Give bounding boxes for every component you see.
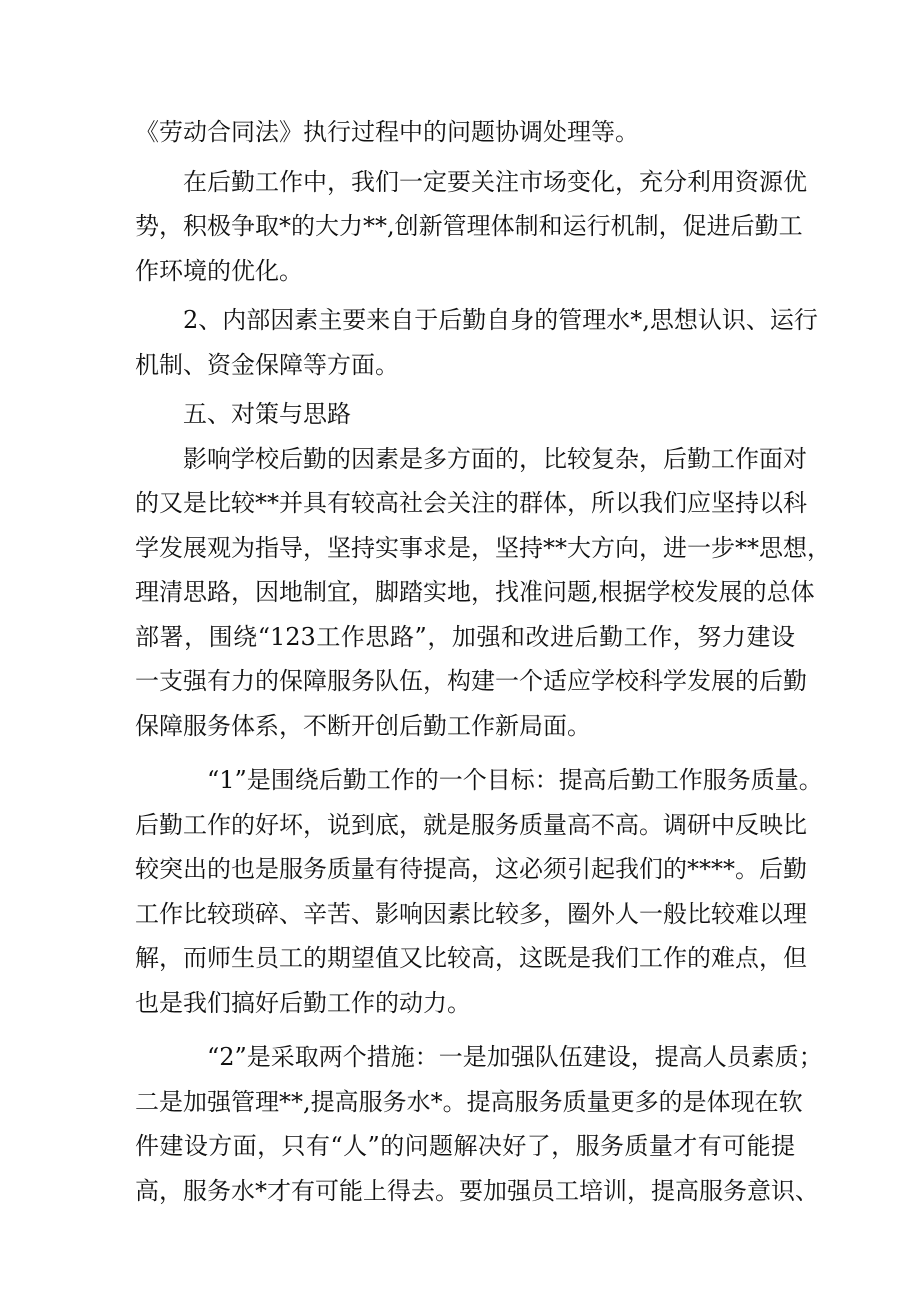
- document-body: [135, 110, 831, 1213]
- paragraph-line: “1”是围绕后勤工作的一个目标：提高后勤工作服务质量。: [207, 766, 823, 794]
- paragraph-line: 学发展观为指导，坚持实事求是，坚持**大方向，进一步**思想，: [135, 533, 831, 562]
- paragraph-line: 势，积极争取*的大力**,创新管理体制和运行机制，促进后勤工: [135, 212, 803, 240]
- paragraph-line: 工作比较琐碎、辛苦、影响因素比较多，圈外人一般比较难以理: [135, 899, 807, 928]
- paragraph-line: 也是我们搞好后勤工作的动力。: [135, 988, 471, 1017]
- paragraph-line: 2、内部因素主要来自于后勤自身的管理水*,思想认识、运行: [183, 306, 818, 334]
- paragraph-line: 《劳动合同法》执行过程中的问题协调处理等。: [135, 118, 639, 146]
- paragraph-line: 解，而师生员工的期望值又比较高，这既是我们工作的难点，但: [135, 944, 807, 972]
- paragraph-line: 部署，围绕“123工作思路”，加强和改进后勤工作，努力建设: [135, 622, 795, 651]
- paragraph-line: “2”是采取两个措施：一是加强队伍建设，提高人员素质；: [207, 1043, 823, 1071]
- paragraph-line: 保障服务体系，不断开创后勤工作新局面。: [135, 711, 591, 740]
- paragraph-line: 机制、资金保障等方面。: [135, 350, 399, 379]
- paragraph-line: 二是加强管理**,提高服务水*。提高服务质量更多的是体现在软: [135, 1087, 803, 1116]
- section-heading: 五、对策与思路: [183, 400, 351, 428]
- paragraph-line: 件建设方面，只有“人”的问题解决好了，服务质量才有可能提: [135, 1132, 795, 1160]
- paragraph-line: 作环境的优化。: [135, 256, 303, 285]
- paragraph-line: 在后勤工作中，我们一定要关注市场变化，充分利用资源优: [183, 167, 807, 196]
- paragraph-line: 后勤工作的好坏，说到底，就是服务质量高不高。调研中反映比: [135, 810, 807, 839]
- paragraph-line: 高，服务水*才有可能上得去。要加强员工培训，提高服务意识、: [135, 1176, 819, 1205]
- paragraph-line: 较突出的也是服务质量有待提高，这必须引起我们的****。后勤: [135, 855, 807, 883]
- paragraph-line: 的又是比较**并具有较高社会关注的群体，所以我们应坚持以科: [135, 489, 807, 517]
- paragraph-line: 理清思路，因地制宜，脚踏实地，找准问题,根据学校发展的总体: [135, 578, 815, 606]
- paragraph-line: 一支强有力的保障服务队伍，构建一个适应学校科学发展的后勤: [135, 667, 807, 695]
- paragraph-line: 影响学校后勤的因素是多方面的，比较复杂，后勤工作面对: [183, 444, 807, 473]
